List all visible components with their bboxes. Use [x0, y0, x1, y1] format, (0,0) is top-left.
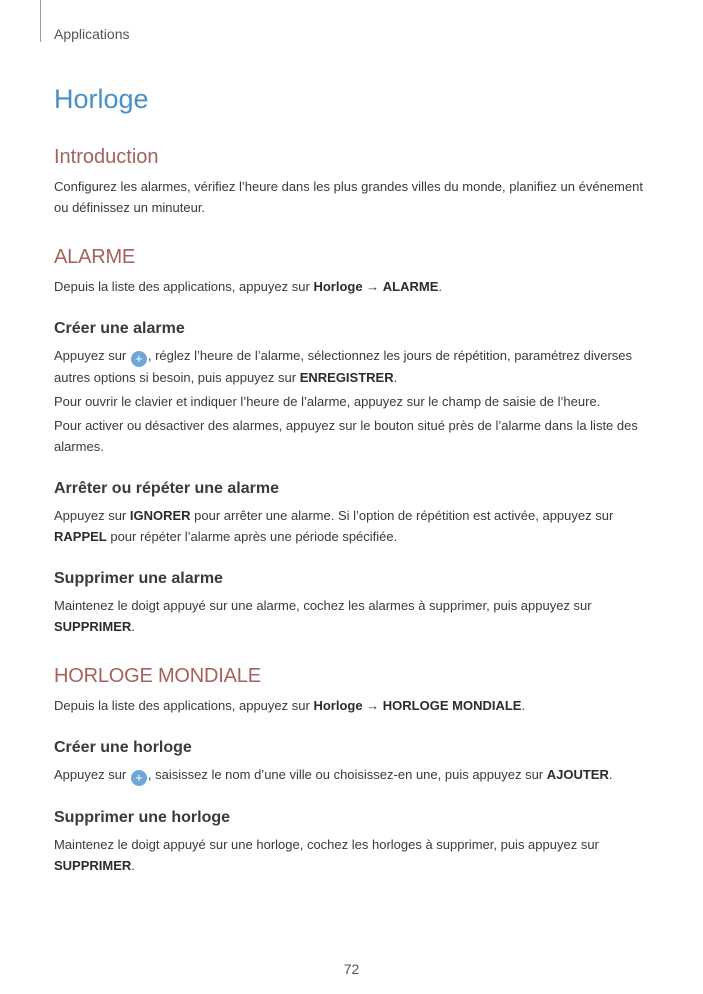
delete-clock-heading: Supprimer une horloge [54, 809, 231, 826]
keyboard-text: Pour ouvrir le clavier et indiquer l’heure de l’alarme, appuyez sur le champ de saisie de l’heure. [54, 394, 601, 409]
section-label: Applications [54, 26, 130, 42]
page-content [54, 82, 654, 876]
alarm-path: Depuis la liste des applications, appuyez sur Horloge → ALARME. [54, 279, 443, 294]
toggle-text: Pour activer ou désactiver des alarmes, appuyez sur le bouton situé près de l’alarme dans la liste des alarmes. [54, 418, 638, 454]
page-title: Horloge [54, 84, 149, 114]
create-clock-text: Appuyez sur + , saisissez le nom d’une ville ou choisissez-en une, puis appuyez sur AJOUTER. [54, 767, 613, 785]
world-clock-path: Depuis la liste des applications, appuyez sur Horloge → HORLOGE MONDIALE. [54, 698, 526, 713]
intro-text: Configurez les alarmes, vérifiez l’heure dans les plus grandes villes du monde, planifiez un événement ou définissez un minuteur. [54, 179, 643, 215]
create-clock-heading: Créer une horloge [54, 739, 192, 756]
create-alarm-text: Appuyez sur + , réglez l’heure de l’alarme, sélectionnez les jours de répétition, paramétrez diverses autres options si besoin, puis appuyez sur ENREGISTRER. [54, 348, 633, 385]
delete-alarm-heading: Supprimer une alarme [54, 570, 223, 587]
app-name: Horloge [313, 279, 363, 294]
add-icon: + [131, 351, 147, 367]
delete-clock-text: Maintenez le doigt appuyé sur une horloge, cochez les horloges à supprimer, puis appuyez sur SUPPRIMER. [54, 837, 599, 873]
create-alarm-heading: Créer une alarme [54, 320, 185, 337]
world-clock-heading: HORLOGE MONDIALE [54, 665, 261, 687]
alarm-heading: ALARME [54, 246, 136, 268]
header-rule [40, 0, 41, 42]
page-number: 72 [343, 961, 360, 977]
delete-alarm-text: Maintenez le doigt appuyé sur une alarme, cochez les alarmes à supprimer, puis appuyez sur SUPPRIMER. [54, 598, 592, 634]
stop-alarm-text: Appuyez sur IGNORER pour arrêter une alarme. Si l’option de répétition est activée, appuyez sur RAPPEL pour répéter l’alarme après une période spécifiée. [54, 508, 614, 544]
add-icon: + [131, 770, 147, 786]
tab-name: ALARME [382, 279, 439, 294]
stop-alarm-heading: Arrêter ou répéter une alarme [54, 480, 279, 497]
intro-heading: Introduction [54, 146, 159, 168]
